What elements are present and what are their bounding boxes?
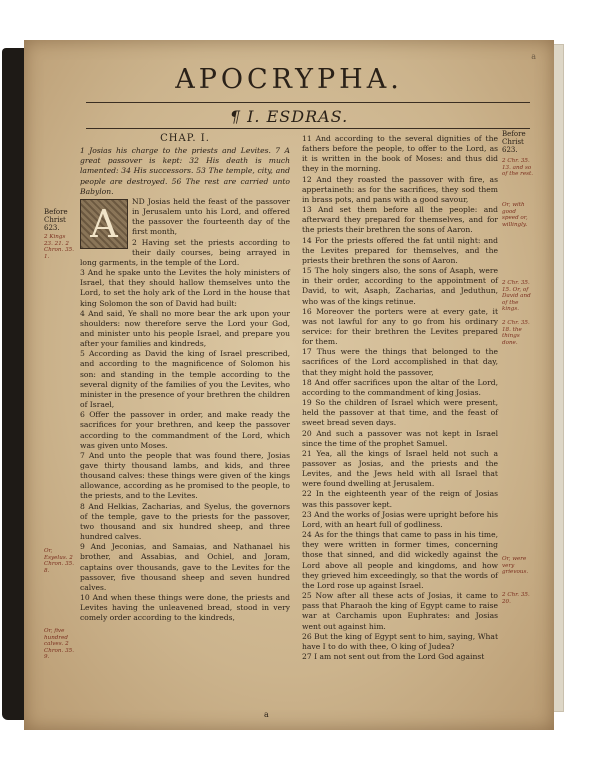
right-column: [302, 134, 498, 662]
title-rule: [86, 128, 530, 129]
verse: 16 Moreover the porters were at every gate, it was not lawful for any to go from his ordinary service: for their brethren the Levites prepared for them.: [302, 306, 498, 347]
signature-mark: a: [264, 710, 269, 719]
chapter-argument: 1 Josias his charge to the priests and Levites. 7 A great passover is kept: 32 His death is much lamented: 34 His successors. 53 The temple, city, and people are destroyed. 56 The rest are carried unto Babylon.: [80, 146, 290, 196]
verse: 23 And the works of Josias were upright before his Lord, with an heart full of godliness.: [302, 509, 498, 529]
verse: 24 As for the things that came to pass in his time, they were written in former times, concerning those that sinned, and did wickedly against the Lord above all people and kingdoms, and how they grieved him exceedingly, so that the words of the Lord rose up against Israel.: [302, 530, 498, 590]
verse: 2 Having set the priests according to their daily courses, being arrayed in long garments, in the temple of the Lord.: [80, 237, 290, 267]
left-margin-refs-mid: Or, Esyelus. 2 Chron. 35. 8.: [44, 548, 74, 574]
right-margin-refs-a: 2 Chr. 35. 13. and so of the rest.: [502, 158, 534, 178]
verse: 27 I am not sent out from the Lord God against: [302, 651, 485, 661]
verse: 3 And he spake unto the Levites the holy ministers of Israel, that they should hallow themselves unto the Lord, to set the holy ark of the Lord in the house that king Solomon the son of David had built:: [80, 268, 290, 308]
running-head: APOCRYPHA.: [175, 64, 403, 95]
book-title: ¶ I. ESDRAS.: [229, 107, 349, 126]
verse: 5 According as David the king of Israel prescribed, and according to the magnificence of Solomon his son: and standing in the temple according to the several dignity of the families of you the Levites, who minister in the presence of your brethren the children of Israel,: [80, 349, 290, 410]
verse: 6 Offer the passover in order, and make ready the sacrifices for your brethren, and keep the passover according to the commandment of the Lord, which was given unto Moses.: [80, 410, 290, 450]
verse: 7 And unto the people that was found there, Josias gave thirty thousand lambs, and kids, and three thousand calves: these things were given of the kings allowance, according as he promised to the people, to the priests, and to the Levites.: [80, 450, 290, 501]
verse: 9 And Jeconias, and Samaias, and Nathanael his brother, and Assabias, and Ochiel, and Joram, captains over thousands, gave to the Levites for the passover, five thousand sheep and seven hundred calves.: [80, 542, 290, 592]
left-margin-date: Before Christ 623.: [44, 208, 68, 232]
right-margin-date: Before Christ 623.: [502, 130, 526, 154]
verse: 13 And set them before all the people: and afterward they prepared for themselves, and for the priests their brethren the sons of Aaron.: [302, 205, 498, 235]
right-margin-refs-b: Or, with good speed or, willingly.: [502, 202, 528, 228]
verse: 20 And such a passover was not kept in Israel since the time of the prophet Samuel.: [302, 428, 498, 448]
left-margin-refs-top: 2 Kings 23. 21. 2 Chron. 35. 1.: [44, 234, 74, 260]
verse: 14 For the priests offered the fat until night: and the Levites prepared for themselves, and the priests their brethren the sons of Aaron.: [302, 235, 498, 265]
verse: 11 And according to the several dignities of the fathers before the people, to offer to the Lord, as it is written in the book of Moses: and thus did they in the morning.: [302, 134, 498, 174]
right-margin-refs-e: Or, were very grievous.: [502, 556, 529, 576]
verse: 21 Yea, all the kings of Israel held not such a passover as Josias, and the priests and the Levites, and the Jews held with all Israel that were found dwelling at Jerusalem.: [302, 448, 498, 489]
verse: 15 The holy singers also, the sons of Asaph, were in their order, according to the appointment of David, to wit, Asaph, Zacharias, and Jeduthun, who was of the kings retinue.: [302, 266, 498, 306]
verse: 19 So the children of Israel which were present, held the passover at that time, and the feast of sweet bread seven days.: [302, 398, 498, 428]
head-rule: [86, 102, 530, 103]
right-margin-refs-d: 2 Chr. 35. 18. the things done.: [502, 320, 530, 346]
verse: 25 Now after all these acts of Josias, it came to pass that Pharaoh the king of Egypt came to raise war at Carchamis upon Euphrates: and Josias went out against him.: [302, 591, 498, 631]
left-margin-refs-low: Or, five hundred calves. 2 Chron. 35. 9.: [44, 628, 74, 661]
book-page: [24, 40, 554, 730]
verse: 10 And when these things were done, the priests and Levites having the unleavened bread, stood in very comely order according to the kindreds,: [80, 593, 290, 623]
verse: ND Josias held the feast of the passover in Jerusalem unto his Lord, and offered the passover the fourteenth day of the first month,: [132, 196, 290, 237]
drop-cap: A: [80, 199, 128, 249]
verse: 12 And they roasted the passover with fire, as appertaineth: as for the sacrifices, they sod them in brass pots, and pans with a good savour,: [302, 174, 498, 204]
page-marker: a: [531, 52, 536, 61]
verse: 17 Thus were the things that belonged to the sacrifices of the Lord accomplished in that day, that they might hold the passover,: [302, 347, 498, 377]
verse: 22 In the eighteenth year of the reign of Josias was this passover kept.: [302, 489, 498, 509]
chapter-heading: CHAP. I.: [160, 133, 210, 144]
right-margin-refs-c: 2 Chr. 35. 15. Or, of David and of the kings.: [502, 280, 531, 313]
verse: 18 And offer sacrifices upon the altar of the Lord, according to the commandment of king Josias.: [302, 377, 498, 397]
verse: 26 But the king of Egypt sent to him, saying, What have I to do with thee, O king of Judea?: [302, 631, 498, 651]
verse: 8 And Helkias, Zacharias, and Syelus, the governors of the temple, gave to the priests for the passover, two thousand and six hundred sheep, and three hundred calves.: [80, 501, 290, 542]
verse: 4 And said, Ye shall no more bear the ark upon your shoulders: now therefore serve the Lord your God, and minister unto his people Israel, and prepare you after your families and kindreds,: [80, 308, 290, 349]
left-column: [80, 134, 290, 624]
right-margin-refs-f: 2 Chr. 35. 20.: [502, 592, 530, 605]
